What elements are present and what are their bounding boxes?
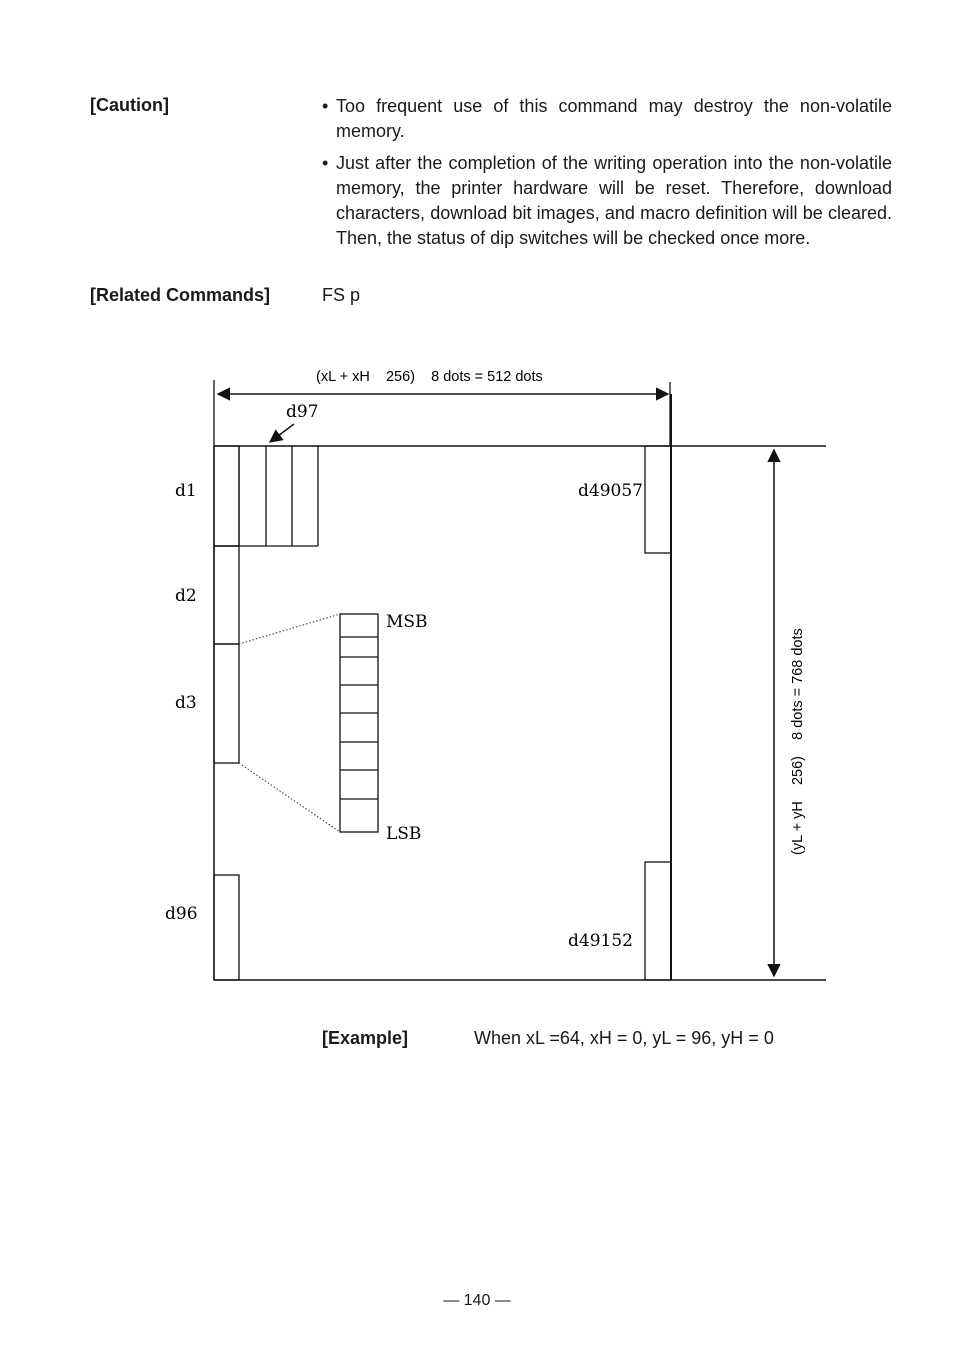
example-text: When xL =64, xH = 0, yL = 96, yH = 0 (474, 1028, 774, 1048)
byte-d3 (214, 644, 239, 763)
caution-label: [Caution] (90, 95, 169, 115)
label-msb: MSB (386, 612, 428, 632)
related-commands-label: [Related Commands] (90, 285, 271, 305)
label-d2: d2 (175, 586, 197, 606)
label-d3: d3 (175, 693, 197, 713)
label-d1: d1 (175, 481, 197, 501)
caution-bullet-text: Just after the completion of the writing operation into the non-volatile memory, the printer hardware will be reset. Therefore, download characters, download bit images, and macro definition will be cleared. Then, the status of dip switches will be checked once more. (336, 153, 892, 248)
label-d49057: d49057 (578, 481, 643, 501)
related-commands-value: FS p (322, 285, 361, 305)
page-number: — 140 — (443, 1292, 511, 1309)
byte-d96 (214, 875, 239, 980)
label-d96: d96 (165, 904, 198, 924)
byte-d1 (214, 446, 239, 546)
byte-d2 (214, 546, 239, 644)
label-d97: d97 (286, 402, 319, 422)
caution-bullet-text: Too frequent use of this command may destroy the non-volatile memory. (336, 96, 892, 141)
label-d49152: d49152 (568, 931, 633, 951)
bullet-dot-icon: • (322, 153, 329, 173)
byte-d49152 (645, 862, 671, 980)
height-formula: (yL + yH 256) 8 dots = 768 dots (790, 628, 806, 855)
expansion-line-top (239, 614, 340, 644)
width-formula: (xL + xH 256) 8 dots = 512 dots (316, 369, 543, 385)
byte-d49057 (645, 446, 671, 553)
bit-stack (340, 614, 378, 832)
example-label: [Example] (322, 1028, 409, 1048)
label-lsb: LSB (386, 824, 422, 844)
bullet-dot-icon: • (322, 96, 329, 116)
d97-pointer-arrow (270, 424, 294, 442)
expansion-line-bottom (239, 763, 340, 832)
